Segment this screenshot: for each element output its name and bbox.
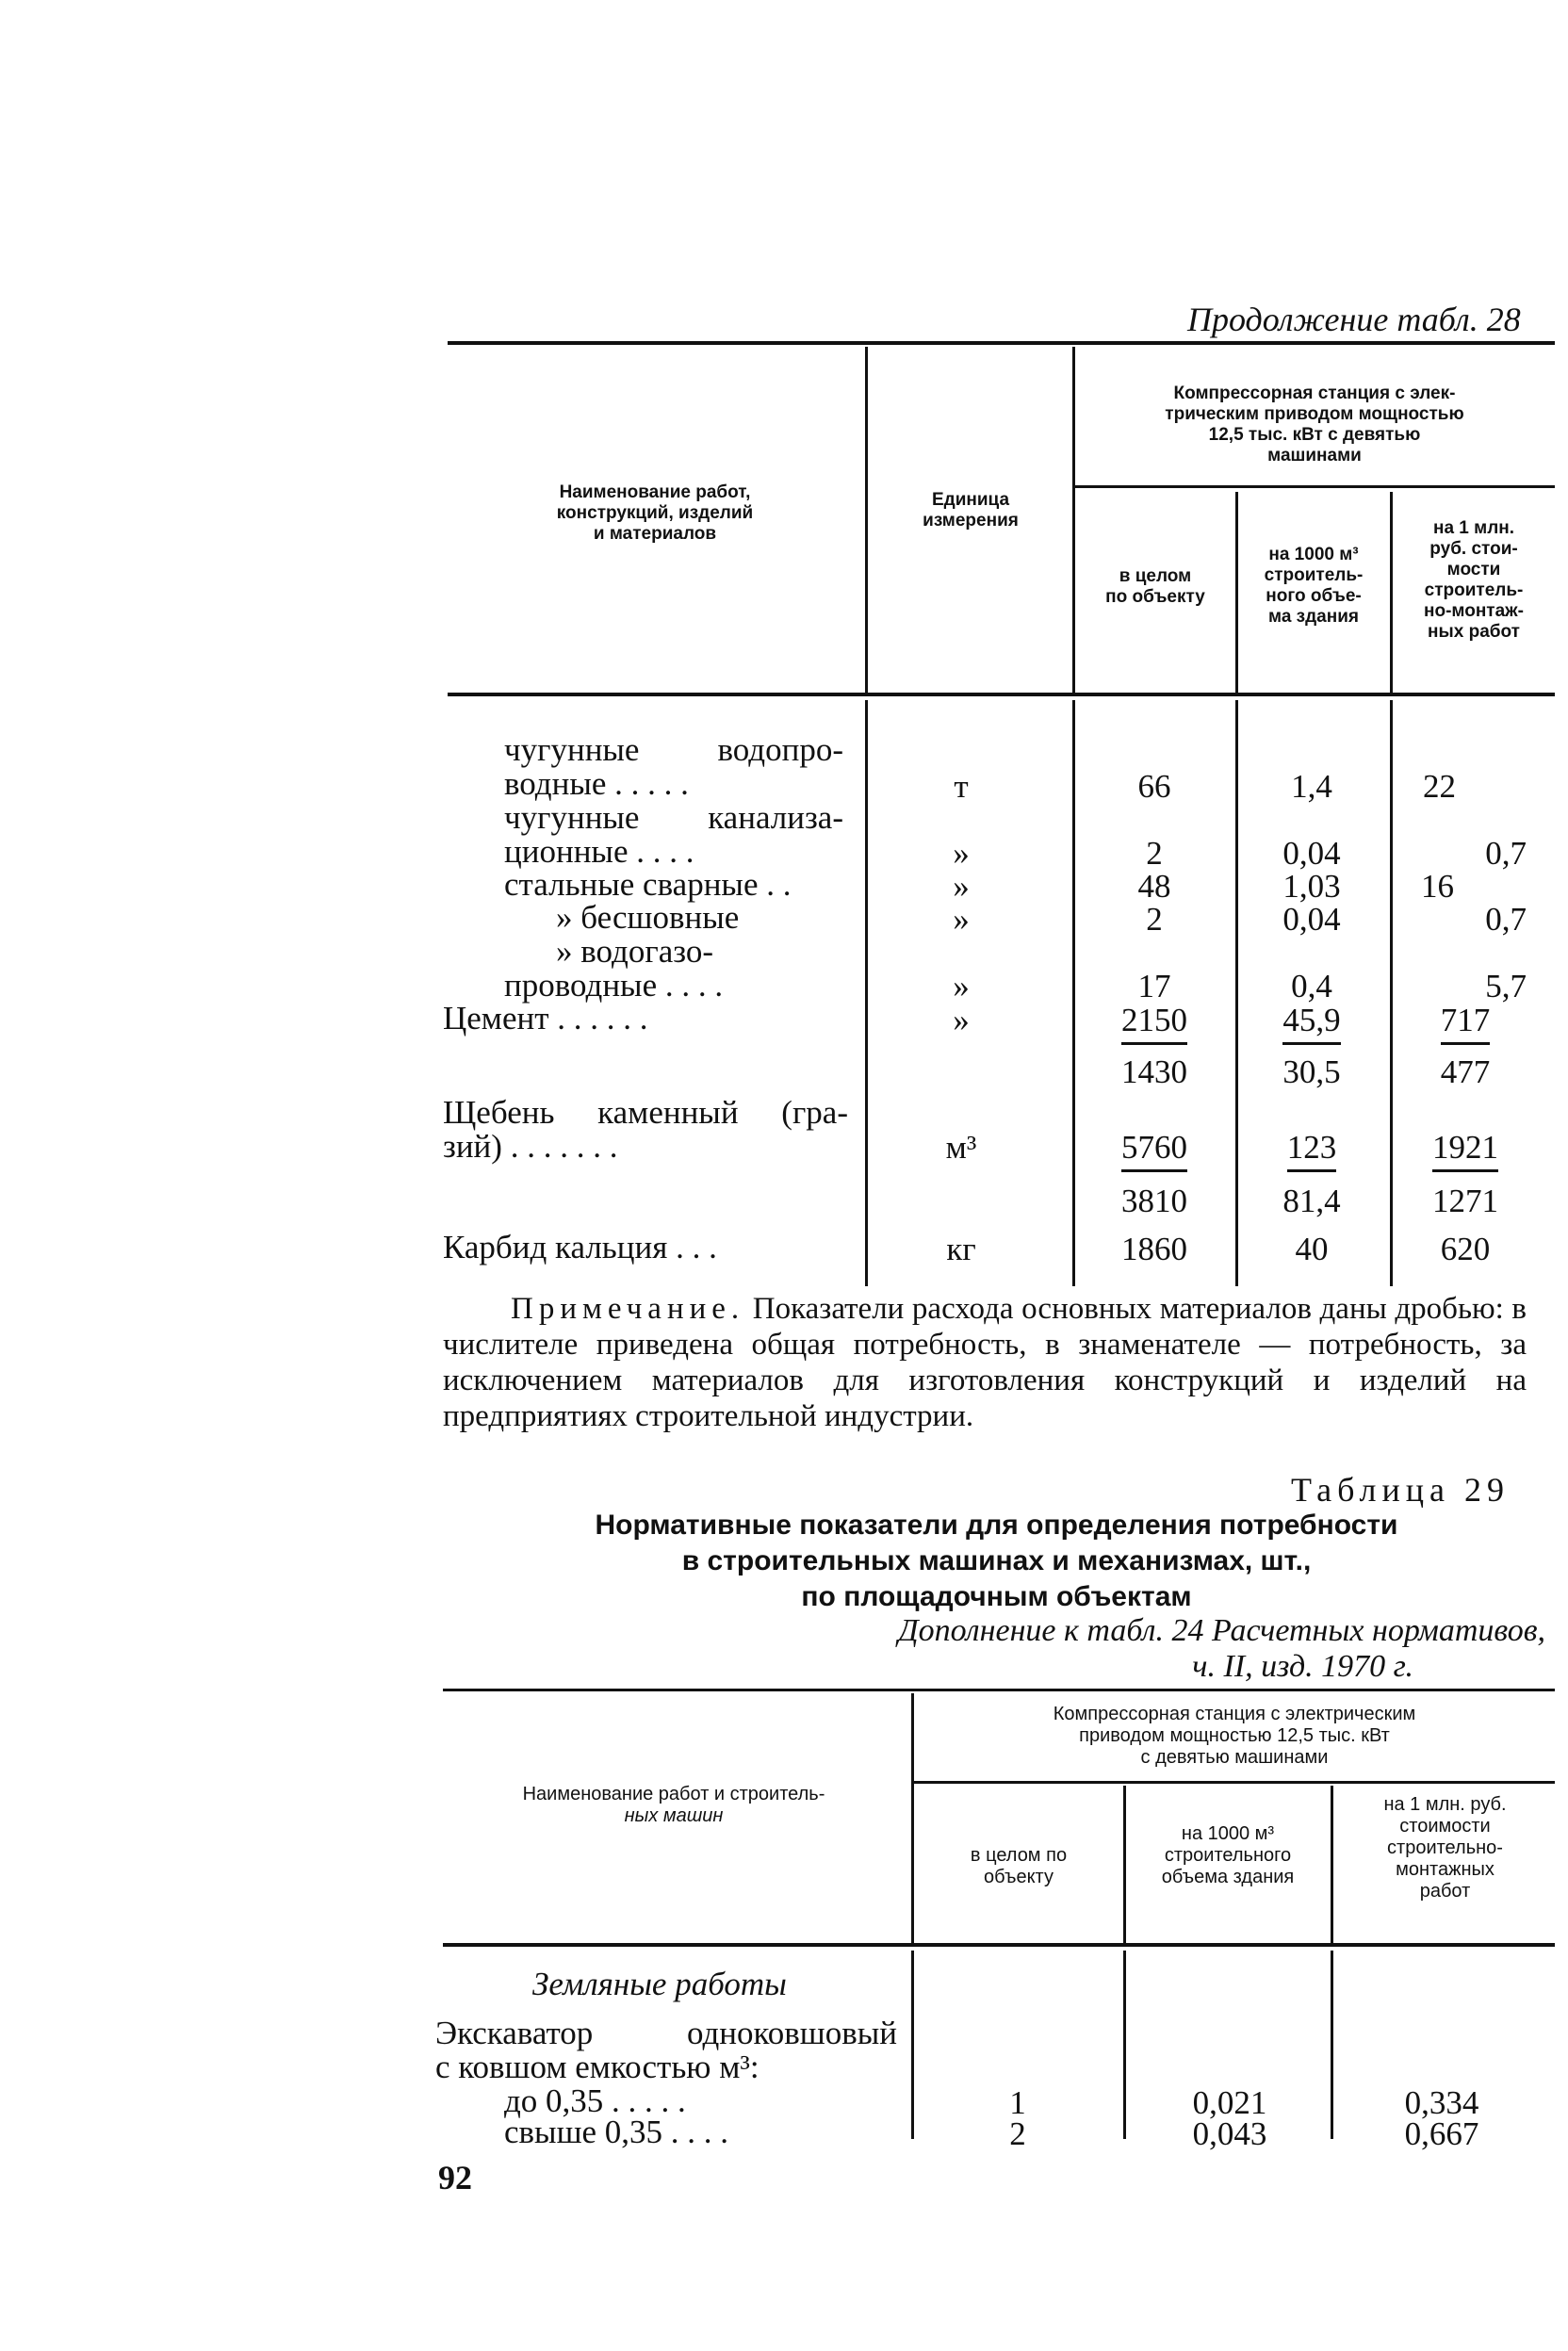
table29-header-total: в целом по объекту [970,1845,1068,1887]
table29-body-vrule-2 [1123,1951,1126,2139]
table29-top-rule [443,1689,1555,1691]
table28-cell-total: 2 [1146,901,1163,938]
table28-cell-den-per1000: 30,5 [1282,1053,1341,1090]
table28-cell-per1000: 1,4 [1291,768,1332,805]
table28-row-name: чугунные водопро- водные . . . . . [504,731,843,802]
table28-cell-unit: » [953,901,970,938]
table29-header-permln: на 1 млн. руб. стоимости строительно- монтажных работ [1383,1794,1507,1902]
table29-cell-total: 1 [1009,2084,1026,2121]
table29-row-name: свыше 0,35 . . . . [504,2114,729,2150]
table28-body-vrule-3 [1235,700,1238,1286]
table29-vrule-2 [1123,1786,1126,1943]
table28-header-group: Компрессорная станция с элек- трическим приводом мощностью 12,5 тыс. кВт с девятью машинами [1165,384,1464,465]
table28-cell-per1000: 45,9 [1246,1002,1378,1039]
table28-row-name: Щебень каменный (гра- зий) . . . . . . . [443,1094,848,1165]
table29-body-vrule-3 [1331,1951,1333,2139]
table28-cell-den-permln: 1271 [1432,1183,1498,1219]
table28-group-rule [1074,485,1555,488]
table28-cell-unit: кг [946,1231,976,1267]
table28-cell-total: 48 [1137,868,1171,905]
table28-cell-per1000: 1,03 [1282,868,1341,905]
table28-cell-per1000: 0,04 [1282,901,1341,938]
table29-label: Таблица 29 [1291,1471,1510,1509]
table28-cell-permln: 1921 [1395,1129,1536,1167]
table28-vrule-2 [1072,347,1075,693]
table28-cell-per1000: 0,4 [1291,968,1332,1004]
table29-title: Нормативные показатели для определения потребности в строительных машинах и механизмах, шт., по площадочным объектам [595,1510,1398,1612]
table28-cell-den-per1000: 81,4 [1282,1183,1341,1219]
table28-header-unit: Единица измерения [923,490,1019,531]
table28-header-name: Наименование работ, конструкций, изделий и материалов [556,482,754,544]
table29-cell-per1000: 0,021 [1192,2084,1267,2121]
table28-header-permln: на 1 млн. руб. стои- мости строитель- но-монтаж- ных работ [1424,518,1524,642]
table28-row-name: » водогазо- проводные . . . . [504,933,724,1004]
table28-cell-permln: 620 [1440,1231,1491,1267]
table28-vrule-3 [1235,492,1238,693]
table28-cell-unit: т [954,768,969,805]
table28-row-name: чугунные канализа- ционные . . . . [504,799,843,870]
table28-cell-total: 2150 [1084,1002,1225,1039]
table28-cell-per1000: 40 [1295,1231,1329,1267]
table29-vrule-1 [911,1693,914,1943]
table28-cell-den-total: 3810 [1121,1183,1187,1219]
table28-cell-permln: 5,7 [1485,968,1527,1004]
table28-cell-total: 1860 [1121,1231,1187,1267]
table29-section-title: Земляные работы [532,1966,787,2002]
table28-row-name: » бесшовные [556,899,740,936]
table28-header-rule [448,693,1555,696]
table28-cell-unit: » [953,868,970,905]
table28-cell-unit: м³ [945,1129,977,1166]
table28-cell-unit: » [953,1002,970,1038]
table28-cell-per1000: 0,04 [1282,835,1341,872]
note-text: Показатели расхода основных материалов даны дробью: в числителе приведена общая потребность, в знаменателе — потребность, за исключением материалов для изготовления конструкций и изделий на предприятиях строительной индустрии. [443,1292,1527,1433]
table29-subtitle: Дополнение к табл. 24 Расчетных нормативов, ч. II, изд. 1970 г. [898,1613,1545,1684]
table28-header-total: в целом по объекту [1105,566,1205,607]
table28-cell-per1000: 123 [1246,1129,1378,1167]
table28-row-name: Карбид кальция . . . [443,1229,717,1265]
table28-cell-permln: 16 [1421,868,1454,905]
table29-cell-total: 2 [1009,2115,1026,2152]
table28-cell-unit: » [953,835,970,872]
table28-cell-unit: » [953,968,970,1004]
table28-cell-permln: 0,7 [1485,835,1527,872]
table28-cell-total: 66 [1137,768,1171,805]
table29-vrule-3 [1331,1786,1333,1943]
table28-row-name: стальные сварные . . [504,866,792,903]
table29-cell-permln: 0,667 [1404,2115,1479,2152]
table28-top-rule [448,341,1555,345]
table28-cell-den-total: 1430 [1121,1053,1187,1090]
table29-item-name: Экскаватор одноковшовый с ковшом емкостью м³: [435,2015,897,2085]
table28-cell-total: 2 [1146,835,1163,872]
table29-cell-per1000: 0,043 [1192,2115,1267,2152]
table29-header-name: Наименование работ и строитель- ных машин [522,1784,825,1826]
table28-cell-permln: 0,7 [1485,901,1527,938]
table29-header-rule [443,1943,1555,1947]
page-number: 92 [438,2159,472,2196]
table28-cell-total: 17 [1137,968,1171,1004]
table28-body-vrule-1 [865,700,868,1286]
table28-cell-den-permln: 477 [1440,1053,1491,1090]
table28-cell-permln: 22 [1423,768,1456,805]
table28-cell-total: 5760 [1084,1129,1225,1167]
table29-header-per1000: на 1000 м³ строительного объема здания [1161,1823,1295,1887]
table28-caption: Продолжение табл. 28 [1187,301,1521,338]
table28-vrule-1 [865,347,868,693]
table28-body-vrule-2 [1072,700,1075,1286]
note-label: Примечание. [511,1292,745,1326]
table28-header-per1000: на 1000 м³ строитель- ного объе- ма здания [1264,545,1364,627]
table29-header-group: Компрессорная станция с электрическим приводом мощностью 12,5 тыс. кВт с девятью машинами [1053,1704,1416,1768]
table29-cell-permln: 0,334 [1404,2084,1479,2121]
table28-cell-permln: 717 [1395,1002,1536,1039]
table29-body-vrule-1 [911,1951,914,2139]
table28-note [443,1291,1527,1434]
table28-row-name: Цемент . . . . . . [443,1000,648,1037]
table29-row-name: до 0,35 . . . . . [504,2082,686,2119]
table28-body-vrule-4 [1390,700,1393,1286]
table29-group-rule [914,1781,1555,1784]
